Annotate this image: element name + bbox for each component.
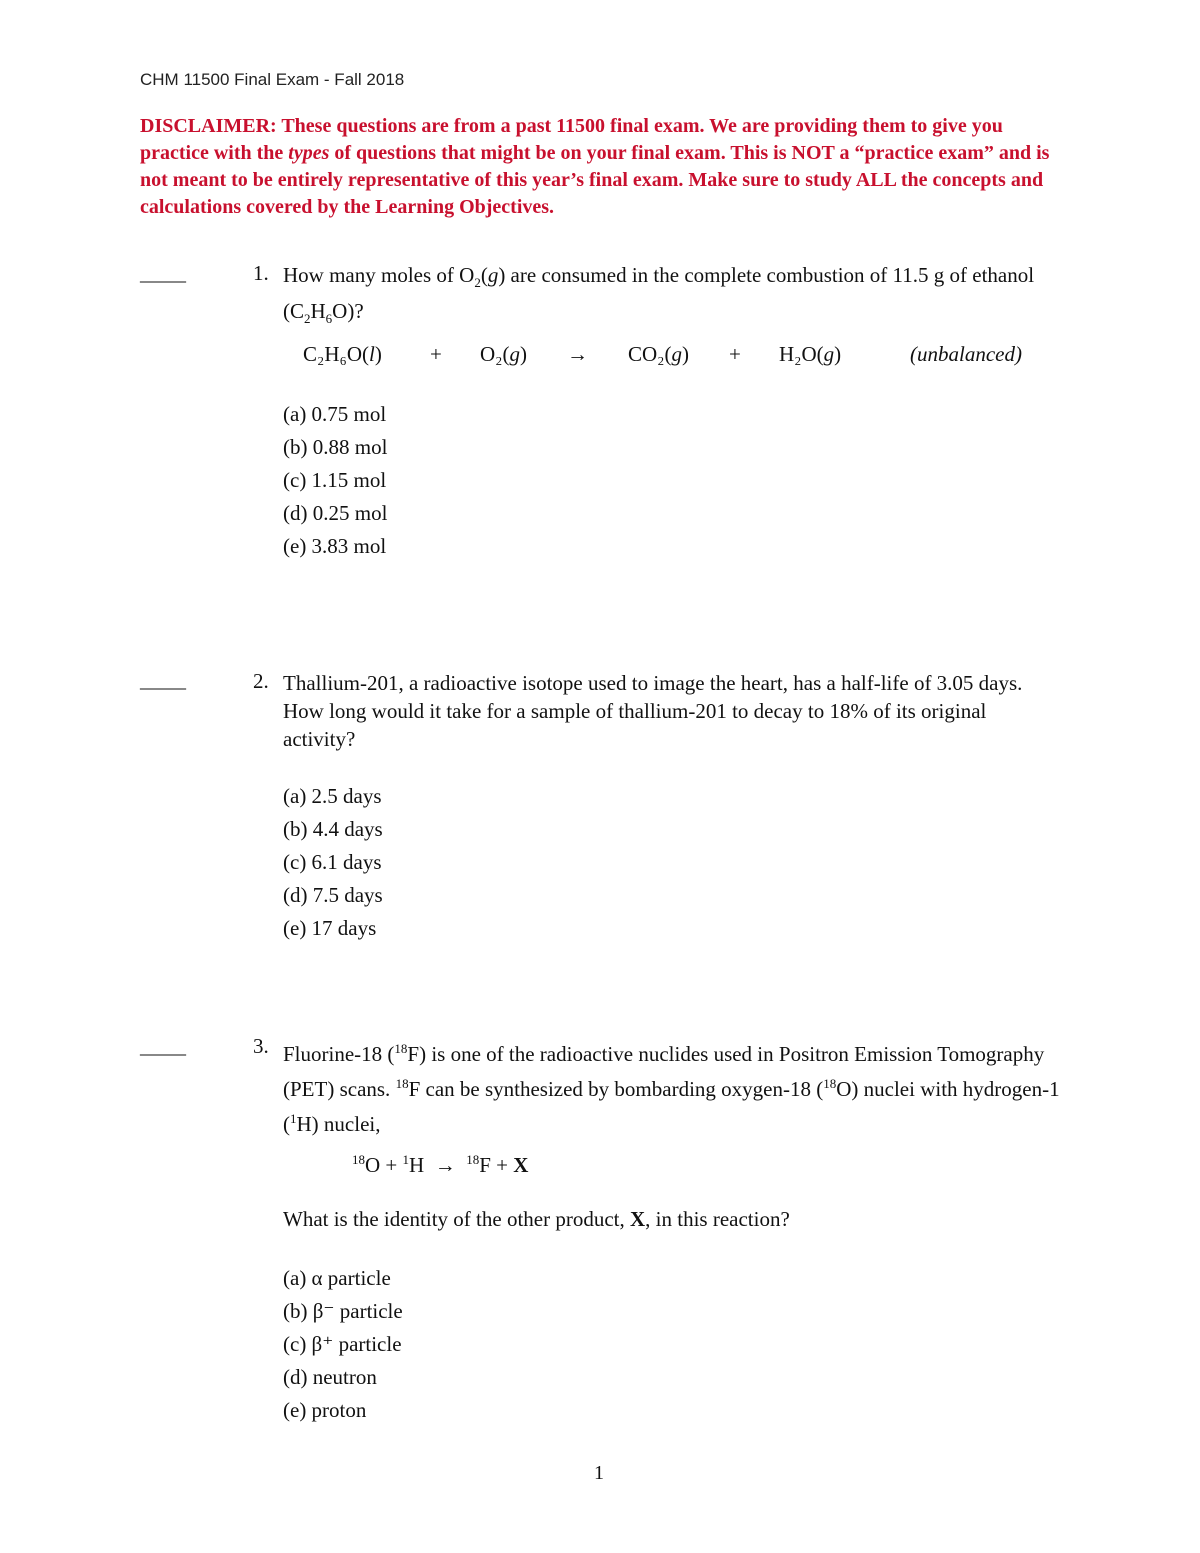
q1-option-a[interactable]: (a) 0.75 mol <box>283 402 387 426</box>
eq-arrow: → <box>567 342 588 366</box>
q3-question-x: X <box>630 1207 646 1231</box>
eq-text: ) <box>374 342 382 366</box>
q3-option-e[interactable]: (e) proton <box>283 1398 367 1422</box>
q1-text-part: H <box>310 299 326 324</box>
q3-question <box>283 1205 1063 1233</box>
reaction-oxygen: O + <box>365 1153 403 1177</box>
eq-text: ) <box>519 342 527 366</box>
q2-option-d[interactable]: (d) 7.5 days <box>283 883 383 907</box>
page-number: 1 <box>594 1462 604 1484</box>
q2-option-c[interactable]: (c) 6.1 days <box>283 850 382 874</box>
q3-sup: 1 <box>290 1111 297 1126</box>
eq-text: ) <box>682 342 689 366</box>
disclaimer-types-word: types <box>288 142 330 164</box>
reaction-sup: 1 <box>402 1152 410 1167</box>
q1-options <box>283 398 387 563</box>
question-1-text <box>283 261 1063 333</box>
reaction-sup: 18 <box>352 1152 365 1167</box>
q3-sup: 18 <box>395 1076 409 1091</box>
eq-plus: + <box>729 342 741 366</box>
q3-sup: 18 <box>823 1076 837 1091</box>
q1-text-part: ) are consumed in the complete combustion of 11.5 g of ethanol (C <box>283 263 1035 324</box>
q1-option-c[interactable]: (c) 1.15 mol <box>283 468 387 492</box>
eq-text: CO₂( <box>628 342 672 366</box>
answer-blank-q3[interactable]: _____ <box>140 1036 185 1058</box>
q1-option-e[interactable]: (e) 3.83 mol <box>283 534 387 558</box>
eq-text: C₂H₆O( <box>303 342 369 366</box>
q2-option-a[interactable]: (a) 2.5 days <box>283 784 382 808</box>
q3-text-part: Fluorine-18 ( <box>283 1042 395 1066</box>
q3-question-part: What is the identity of the other product, <box>283 1207 625 1231</box>
eq-product-co2 <box>628 342 689 367</box>
q3-question-part: , in this reaction? <box>645 1207 790 1231</box>
eq-state: g <box>823 342 835 366</box>
eq-text: O₂( <box>480 342 510 366</box>
reaction-hydrogen: H <box>409 1153 425 1177</box>
q1-option-d[interactable]: (d) 0.25 mol <box>283 501 388 525</box>
q1-state-g: g <box>487 263 499 287</box>
q1-text-part: ( <box>480 263 488 287</box>
q3-nuclear-reaction <box>352 1152 528 1178</box>
disclaimer-label: DISCLAIMER: <box>140 115 277 137</box>
q3-options <box>283 1262 403 1427</box>
q1-sub: 6 <box>325 311 333 327</box>
reaction-fluorine: F + <box>479 1153 514 1177</box>
disclaimer-text-2: of questions that might be on your final exam. This is NOT a “practice exam” and is not meant to be entirely representative of this year’s final exam. Make sure to study ALL the concepts and calculations covered by the Learning Objectives. <box>140 142 1050 218</box>
q1-sub: 2 <box>304 311 311 327</box>
q2-option-e[interactable]: (e) 17 days <box>283 916 377 940</box>
eq-unbalanced-note: (unbalanced) <box>910 342 1022 366</box>
q3-text-part: F can be synthesized by bombarding oxygen-18 ( <box>408 1077 824 1101</box>
q2-options <box>283 780 383 945</box>
eq-product-water <box>779 342 841 367</box>
q3-text-part: O) nuclei with hydrogen-1 ( <box>283 1077 1060 1136</box>
eq-reactant-oxygen <box>480 342 527 367</box>
question-2-text: Thallium-201, a radioactive isotope used to image the heart, has a half-life of 3.05 days. How long would it take for a sample of thallium-201 to decay to 18% of its original activity? <box>283 671 1023 751</box>
question-3-number: 3. <box>253 1034 269 1058</box>
reaction-unknown-x: X <box>513 1153 529 1177</box>
q1-text-part: How many moles of O <box>283 263 475 287</box>
answer-blank-q2[interactable]: _____ <box>140 670 185 692</box>
q3-option-a[interactable]: (a) α particle <box>283 1266 391 1290</box>
question-2-number: 2. <box>253 669 269 693</box>
eq-plus: + <box>430 342 442 366</box>
q3-text-part: F) is one of the radioactive nuclides used in Positron Emission Tomography (PET) scans. <box>283 1042 1045 1101</box>
question-3-text <box>283 1034 1063 1139</box>
eq-text: ) <box>834 342 842 366</box>
disclaimer-text-1: These questions are from a past 11500 final exam. We are providing them to give you practice with the <box>140 115 1003 164</box>
eq-state: g <box>671 342 682 366</box>
q3-option-c[interactable]: (c) β⁺ particle <box>283 1332 402 1356</box>
reaction-arrow: → <box>434 1153 456 1177</box>
exam-header: CHM 11500 Final Exam - Fall 2018 <box>140 70 405 89</box>
eq-reactant-ethanol <box>303 342 382 367</box>
q2-option-b[interactable]: (b) 4.4 days <box>283 817 383 841</box>
q3-option-b[interactable]: (b) β⁻ particle <box>283 1299 403 1323</box>
eq-text: H₂O( <box>779 342 824 366</box>
q1-sub: 2 <box>474 275 481 291</box>
reaction-sup: 18 <box>466 1152 480 1167</box>
q3-option-d[interactable]: (d) neutron <box>283 1365 377 1389</box>
disclaimer <box>140 113 1070 221</box>
q3-sup: 18 <box>394 1041 408 1056</box>
q1-text-part: O)? <box>332 299 364 324</box>
eq-state: l <box>368 342 375 366</box>
eq-state: g <box>509 342 520 366</box>
q1-option-b[interactable]: (b) 0.88 mol <box>283 435 388 459</box>
question-1-number: 1. <box>253 261 269 285</box>
answer-blank-q1[interactable]: _____ <box>140 263 185 285</box>
q3-text-part: H) nuclei, <box>296 1112 381 1136</box>
